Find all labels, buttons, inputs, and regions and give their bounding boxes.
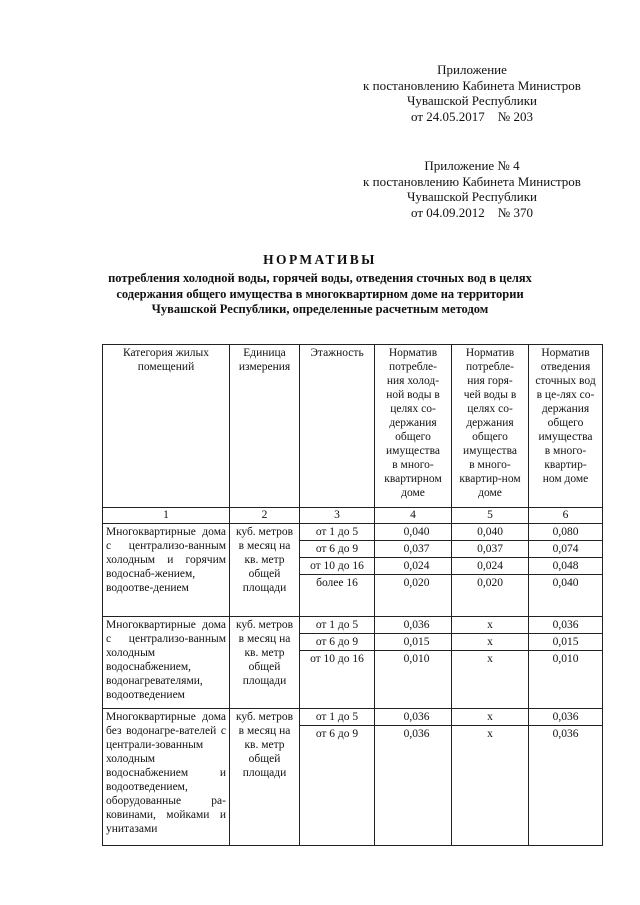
title-main: НОРМАТИВЫ — [263, 252, 377, 267]
header-unit: Единица измерения — [230, 345, 300, 508]
cold-value-cell: 0,037 — [375, 541, 452, 558]
table-row — [103, 709, 603, 726]
unit-cell: куб. метров в месяц на кв. метр общей площади — [230, 617, 300, 709]
norms-table — [102, 344, 603, 846]
cold-value-cell: 0,040 — [375, 524, 452, 541]
sewage-value-cell: 0,036 — [529, 617, 603, 634]
sewage-value-cell: 0,015 — [529, 634, 603, 651]
appendix-1-line-1: Приложение — [437, 62, 507, 77]
cold-value-cell: 0,036 — [375, 709, 452, 726]
hot-value-cell: 0,024 — [452, 558, 529, 575]
category-cell: Многоквартирные дома с централизо-ванным холодным и горячим водоснаб-жением, водоотве-дением — [103, 524, 230, 617]
appendix-2-line-4: от 04.09.2012 № 370 — [411, 204, 533, 220]
hot-value-cell: х — [452, 634, 529, 651]
cold-value-cell: 0,036 — [375, 617, 452, 634]
appendix-block-1 — [352, 62, 592, 124]
col-number: 4 — [375, 508, 452, 524]
col-number: 1 — [103, 508, 230, 524]
table-header-row — [103, 345, 603, 508]
sewage-value-cell: 0,074 — [529, 541, 603, 558]
appendix-block-2 — [352, 158, 592, 220]
floors-cell: от 1 до 5 — [300, 709, 375, 726]
floors-cell: от 1 до 5 — [300, 524, 375, 541]
cold-value-cell: 0,024 — [375, 558, 452, 575]
cold-value-cell: 0,020 — [375, 575, 452, 617]
appendix-1-line-4: от 24.05.2017 № 203 — [411, 108, 533, 124]
floors-cell: от 6 до 9 — [300, 541, 375, 558]
col-number: 6 — [529, 508, 603, 524]
hot-value-cell: 0,020 — [452, 575, 529, 617]
hot-value-cell: 0,037 — [452, 541, 529, 558]
col-number: 3 — [300, 508, 375, 524]
appendix-2-line-3: Чувашской Республики — [406, 189, 538, 204]
appendix-1-line-3: Чувашской Республики — [406, 93, 538, 108]
header-hot-water: Норматив потребле-ния горя-чей воды в целях со-держания общего имущества в много-квартир-ном доме — [452, 345, 529, 508]
hot-value-cell: х — [452, 709, 529, 726]
sewage-value-cell: 0,010 — [529, 651, 603, 709]
appendix-1-line-2: к постановлению Кабинета Министров — [363, 77, 581, 93]
header-category: Категория жилых помещений — [103, 345, 230, 508]
table-row — [103, 524, 603, 541]
sewage-value-cell: 0,080 — [529, 524, 603, 541]
header-sewage: Норматив отведения сточных вод в це-лях со-держания общего имущества в много-квартир-ном доме — [529, 345, 603, 508]
category-cell: Многоквартирные дома с централизо-ванным холодным водоснабжением, водонагревателями, водоотведением — [103, 617, 230, 709]
appendix-2-line-1: Приложение № 4 — [424, 158, 520, 173]
title-sub-1: потребления холодной воды, горячей воды, отведения сточных вод в целях — [108, 271, 532, 285]
title-sub-2: содержания общего имущества в многоквартирном доме на территории — [116, 286, 524, 301]
cold-value-cell: 0,036 — [375, 726, 452, 846]
hot-value-cell: х — [452, 617, 529, 634]
sewage-value-cell: 0,040 — [529, 575, 603, 617]
col-number: 5 — [452, 508, 529, 524]
col-number: 2 — [230, 508, 300, 524]
category-cell: Многоквартирные дома без водонагре-вателей с централи-зованным холодным водоснабжением и водоотведением, оборудованные ра-ковинами, мойками и унитазами — [103, 709, 230, 846]
floors-cell: от 6 до 9 — [300, 634, 375, 651]
sewage-value-cell: 0,036 — [529, 726, 603, 846]
hot-value-cell: 0,040 — [452, 524, 529, 541]
floors-cell: от 6 до 9 — [300, 726, 375, 846]
floors-cell: от 1 до 5 — [300, 617, 375, 634]
unit-cell: куб. метров в месяц на кв. метр общей площади — [230, 524, 300, 617]
appendix-2-line-2: к постановлению Кабинета Министров — [363, 173, 581, 189]
header-cold-water: Норматив потребле-ния холод-ной воды в целях со-держания общего имущества в много-квартирном доме — [375, 345, 452, 508]
hot-value-cell: х — [452, 726, 529, 846]
unit-cell: куб. метров в месяц на кв. метр общей площади — [230, 709, 300, 846]
floors-cell: от 10 до 16 — [300, 558, 375, 575]
document-title — [90, 252, 550, 318]
column-numbers-row — [103, 508, 603, 524]
sewage-value-cell: 0,036 — [529, 709, 603, 726]
floors-cell: от 10 до 16 — [300, 651, 375, 709]
cold-value-cell: 0,010 — [375, 651, 452, 709]
floors-cell: более 16 — [300, 575, 375, 617]
sewage-value-cell: 0,048 — [529, 558, 603, 575]
hot-value-cell: х — [452, 651, 529, 709]
table-row — [103, 617, 603, 634]
header-floors: Этажность — [300, 345, 375, 508]
title-sub-3: Чувашской Республики, определенные расчетным методом — [151, 302, 489, 316]
cold-value-cell: 0,015 — [375, 634, 452, 651]
